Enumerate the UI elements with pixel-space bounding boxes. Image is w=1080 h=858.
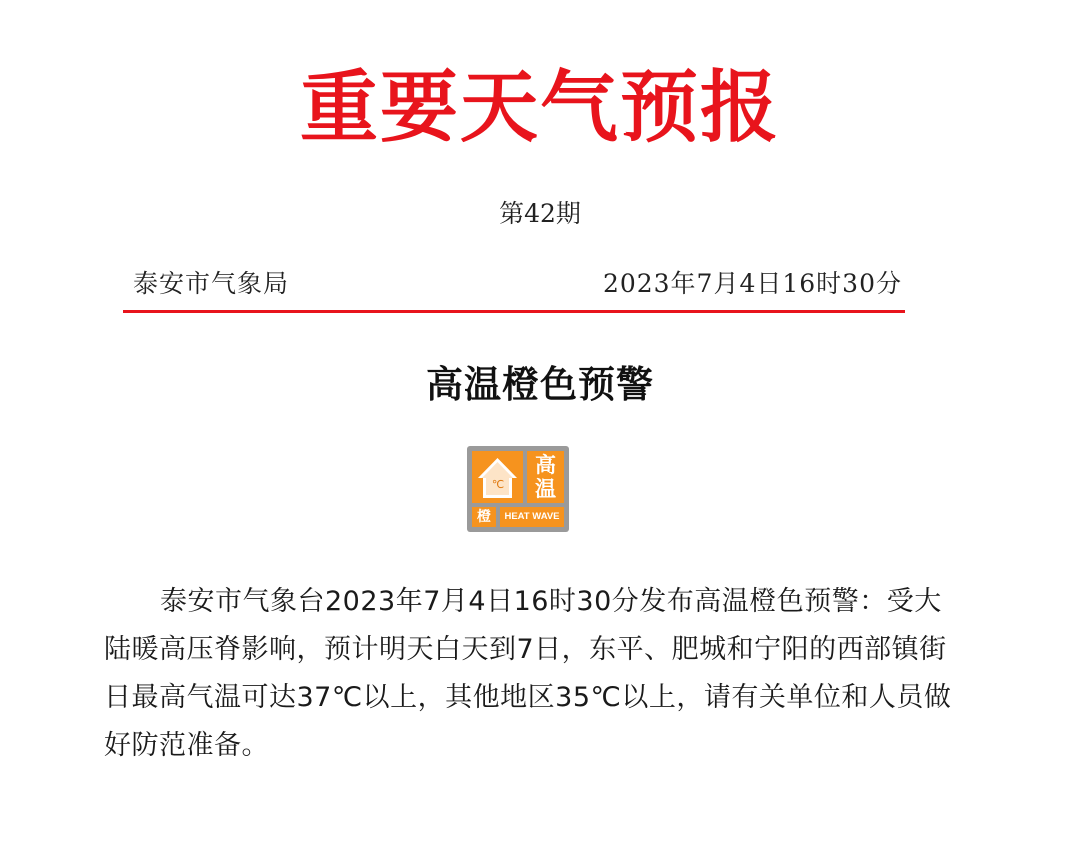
badge-type-label: 高 温 (527, 451, 564, 503)
warning-body-paragraph: 泰安市气象台2023年7月4日16时30分发布高温橙色预警：受大陆暖高压脊影响，预计明天白天到7日，东平、肥城和宁阳的西部镇街日最高气温可达37℃以上，其他地区35℃以上，请有关单位和人员做好防范准备。 (104, 586, 952, 761)
issue-number: 第42期 (499, 199, 581, 228)
house-icon (472, 451, 523, 503)
badge-level-label: 橙 (472, 507, 496, 527)
celsius-symbol: ℃ (491, 478, 505, 491)
header-divider (123, 310, 905, 313)
house-thermometer-icon (472, 451, 523, 503)
heat-wave-orange-warning-badge (467, 446, 569, 532)
masthead-title: 重要天气预报 (299, 63, 780, 153)
issue-timestamp: 2023年7月4日16时30分 (602, 269, 902, 298)
badge-english-label: HEAT WAVE (500, 507, 564, 527)
warning-title: 高温橙色预警 (426, 362, 654, 406)
issuing-agency: 泰安市气象局 (133, 269, 290, 298)
